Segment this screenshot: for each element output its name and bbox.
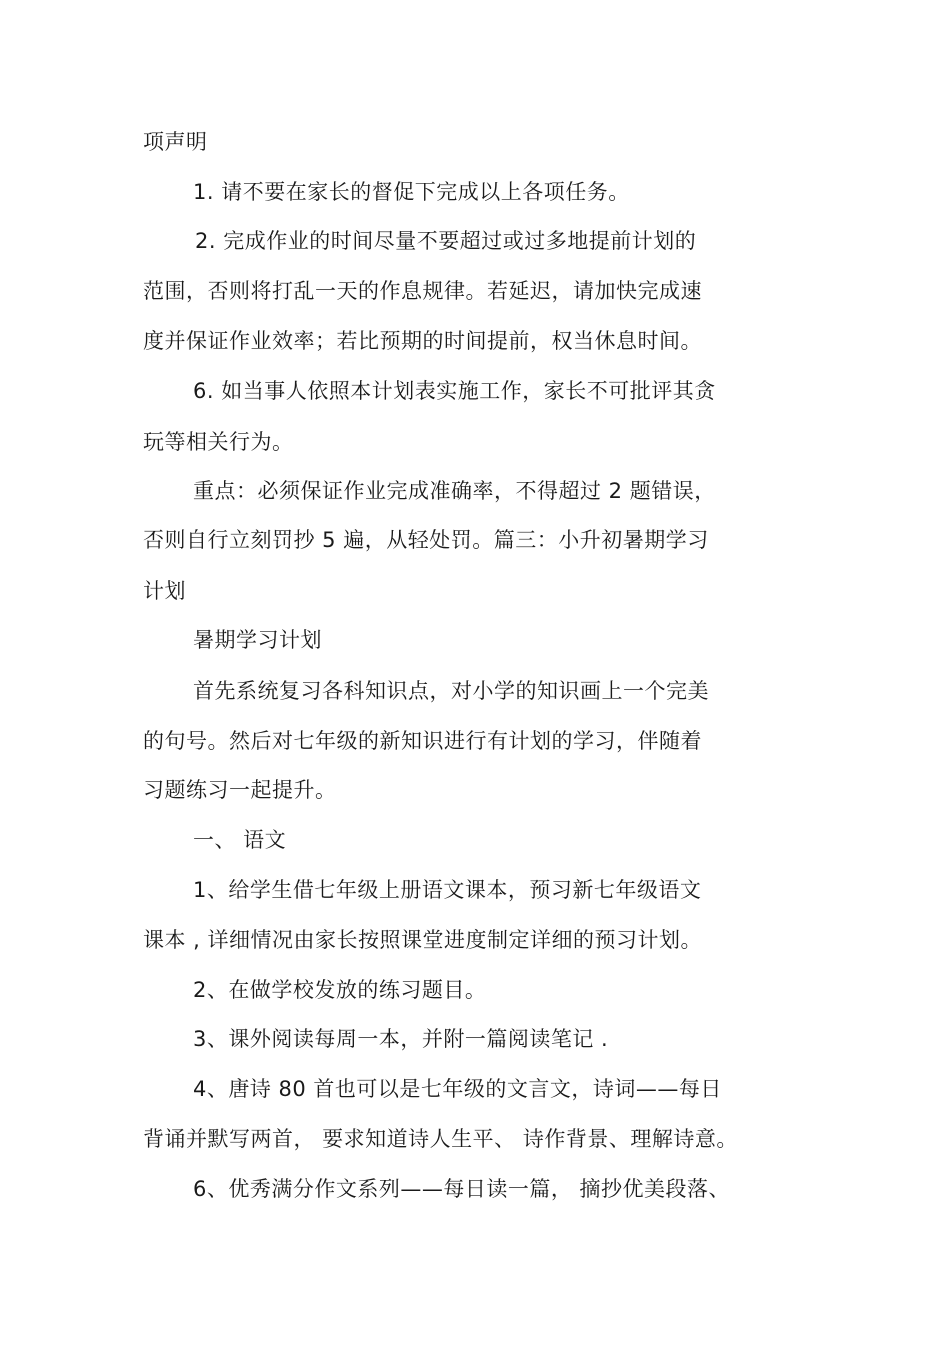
- text-line: 习题练习一起提升。: [143, 778, 337, 802]
- text-line: 一、 语文: [193, 828, 287, 852]
- text-line: 2. 完成作业的时间尽量不要超过或过多地提前计划的: [195, 229, 697, 253]
- text-line: 课本 , 详细情况由家长按照课堂进度制定详细的预习计划。: [143, 928, 703, 952]
- text-line: 首先系统复习各科知识点，对小学的知识画上一个完美: [193, 679, 709, 703]
- text-line: 度并保证作业效率；若比预期的时间提前，权当休息时间。: [143, 329, 702, 353]
- text-line: 否则自行立刻罚抄 5 遍，从轻处罚。篇三：小升初暑期学习: [143, 528, 709, 552]
- text-line: 的句号。然后对七年级的新知识进行有计划的学习，伴随着: [143, 729, 702, 753]
- text-line: 重点：必须保证作业完成准确率，不得超过 2 题错误，: [193, 479, 716, 503]
- text-line: 范围，否则将打乱一天的作息规律。若延迟，请加快完成速: [143, 279, 702, 303]
- text-line: 4、唐诗 80 首也可以是七年级的文言文，诗词——每日: [193, 1077, 722, 1101]
- text-line: 计划: [143, 579, 186, 603]
- text-line: 6、优秀满分作文系列——每日读一篇， 摘抄优美段落、: [193, 1177, 731, 1201]
- text-line: 2、在做学校发放的练习题目。: [193, 978, 487, 1002]
- text-line: 暑期学习计划: [193, 628, 322, 652]
- text-line: 1、给学生借七年级上册语文课本，预习新七年级语文: [193, 878, 702, 902]
- text-line: 1. 请不要在家长的督促下完成以上各项任务。: [193, 180, 630, 204]
- text-line: 背诵并默写两首， 要求知道诗人生平、 诗作背景、理解诗意。: [143, 1127, 738, 1151]
- text-line: 6. 如当事人依照本计划表实施工作，家长不可批评其贪: [193, 379, 716, 403]
- text-line: 项声明: [143, 130, 208, 154]
- text-line: 玩等相关行为。: [143, 430, 294, 454]
- text-line: 3、课外阅读每周一本，并附一篇阅读笔记 .: [193, 1027, 609, 1051]
